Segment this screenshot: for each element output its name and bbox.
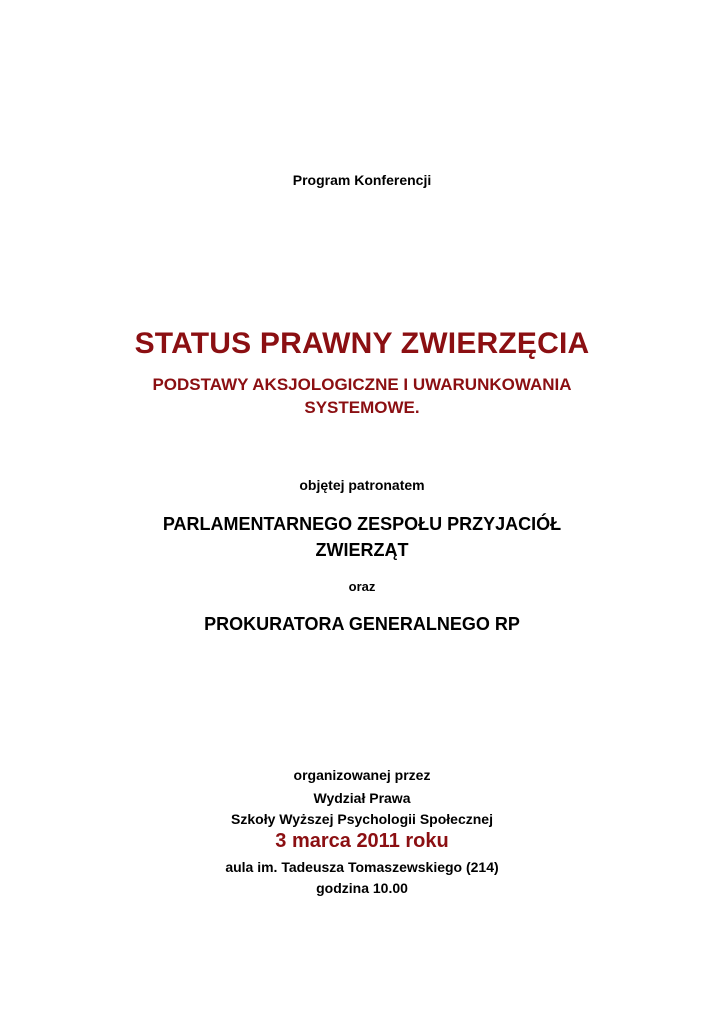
conference-venue: aula im. Tadeusza Tomaszewskiego (214) <box>225 859 499 875</box>
patron1-line-1: PARLAMENTARNEGO ZESPOŁU PRZYJACIÓŁ <box>162 514 562 534</box>
patron-parliamentary-team <box>0 511 724 563</box>
conference-time: godzina 10.00 <box>316 880 408 896</box>
patronage-intro: objętej patronatem <box>299 477 425 493</box>
conference-title: STATUS PRAWNY ZWIERZĘCIA <box>134 327 590 360</box>
subtitle-line-2: SYSTEMOWE. <box>304 398 420 417</box>
patronage-connector: oraz <box>348 579 376 594</box>
organizer-school: Szkoły Wyższej Psychologii Społecznej <box>231 811 493 827</box>
organizer-faculty: Wydział Prawa <box>313 790 411 806</box>
program-label: Program Konferencji <box>292 172 432 188</box>
subtitle-line-1: PODSTAWY AKSJOLOGICZNE I UWARUNKOWANIA <box>152 375 572 394</box>
patron1-line-2: ZWIERZĄT <box>315 540 409 560</box>
conference-date: 3 marca 2011 roku <box>275 830 449 852</box>
conference-subtitle <box>0 373 724 419</box>
organizer-intro: organizowanej przez <box>293 767 431 783</box>
patron-prosecutor-general: PROKURATORA GENERALNEGO RP <box>204 614 520 634</box>
